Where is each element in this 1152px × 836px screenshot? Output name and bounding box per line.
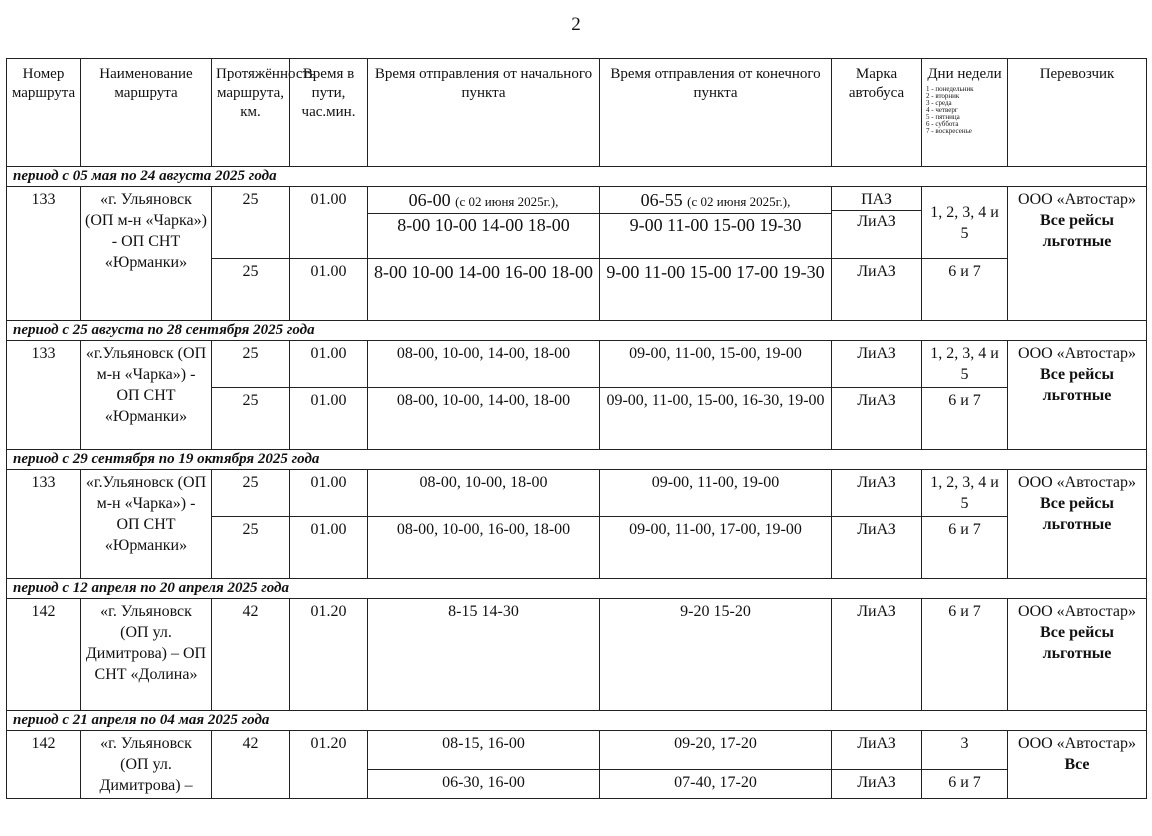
travel-time: 01.00: [290, 187, 368, 259]
table-row: [7, 599, 1147, 711]
carrier-note: Все рейсы льготные: [1040, 212, 1114, 250]
route-length: 25: [212, 341, 290, 388]
week-days: 1, 2, 3, 4 и 5: [922, 470, 1008, 517]
bus-brand: ЛиАЗ: [832, 470, 922, 517]
dep-end: 9-20 15-20: [600, 599, 832, 711]
route-length: 25: [212, 388, 290, 450]
days-legend-item: 7 - воскресенье: [926, 127, 972, 135]
dep-end: [600, 187, 832, 259]
carrier-name: ООО «Автостар»: [1018, 735, 1136, 752]
week-days: 3: [922, 731, 1008, 770]
carrier: [1008, 470, 1147, 579]
dep-end: 09-20, 17-20: [600, 731, 832, 770]
week-days: 6 и 7: [922, 769, 1008, 798]
dep-start: 08-15, 16-00: [368, 731, 600, 770]
header-travel-time: Время в пути, час.мин.: [290, 59, 368, 167]
week-days: 1, 2, 3, 4 и 5: [922, 341, 1008, 388]
bus-brand: ЛиАЗ: [832, 769, 922, 798]
travel-time: 01.20: [290, 599, 368, 711]
dep-start: 08-00, 10-00, 18-00: [368, 470, 600, 517]
travel-time: 01.00: [290, 259, 368, 321]
header-dep-end: Время отправления от конечного пункта: [600, 59, 832, 167]
dep-start-times: 8-00 10-00 14-00 18-00: [368, 213, 599, 237]
travel-time: 01.00: [290, 517, 368, 579]
dep-start: 08-00, 10-00, 14-00, 18-00: [368, 341, 600, 388]
route-no: 142: [7, 599, 81, 711]
route-length: 25: [212, 187, 290, 259]
table-row: [7, 470, 1147, 517]
period-row: [7, 450, 1147, 470]
route-length: 25: [212, 470, 290, 517]
carrier: [1008, 187, 1147, 321]
route-length: 42: [212, 599, 290, 711]
schedule-table: [6, 58, 1147, 799]
bus-brand-2: ЛиАЗ: [832, 210, 921, 232]
header-bus: Марка автобуса: [832, 59, 922, 167]
dep-end-times: 9-00 11-00 15-00 19-30: [600, 213, 831, 237]
table-header-row: [7, 59, 1147, 167]
header-route-no: Номер маршрута: [7, 59, 81, 167]
route-length: 25: [212, 517, 290, 579]
dep-start: 06-30, 16-00: [368, 769, 600, 798]
days-legend-item: 6 - суббота: [926, 120, 959, 128]
period-row: [7, 711, 1147, 731]
header-dep-start: Время отправления от начального пункта: [368, 59, 600, 167]
bus-brand: ЛиАЗ: [832, 259, 922, 321]
period-row: [7, 321, 1147, 341]
route-name: «г.Ульяновск (ОП м-н «Чарка») - ОП СНТ «Юрманки»: [81, 341, 212, 450]
bus-brand: ЛиАЗ: [832, 517, 922, 579]
dep-start: [368, 187, 600, 259]
week-days: 6 и 7: [922, 517, 1008, 579]
bus-brand-1: ПАЗ: [861, 191, 892, 208]
dep-start-time: 06-00: [408, 190, 451, 210]
carrier-note: Все рейсы льготные: [1040, 624, 1114, 662]
dep-end: 07-40, 17-20: [600, 769, 832, 798]
carrier-name: ООО «Автостар»: [1018, 603, 1136, 620]
header-days: [922, 59, 1008, 167]
bus-brand: ЛиАЗ: [832, 599, 922, 711]
carrier-note: Все рейсы льготные: [1040, 366, 1114, 404]
period-label: период с 21 апреля по 04 мая 2025 года: [7, 711, 1147, 731]
week-days: 6 и 7: [922, 599, 1008, 711]
days-legend-item: 3 - среда: [926, 99, 952, 107]
travel-time: 01.00: [290, 388, 368, 450]
route-name: «г. Ульяновск (ОП м-н «Чарка») - ОП СНТ «Юрманки»: [81, 187, 212, 321]
route-no: 133: [7, 470, 81, 579]
route-no: 133: [7, 187, 81, 321]
carrier: [1008, 731, 1147, 799]
table-row: [7, 731, 1147, 770]
days-legend-item: 2 - вторник: [926, 92, 960, 100]
bus-brand: ЛиАЗ: [832, 388, 922, 450]
route-length: 25: [212, 259, 290, 321]
dep-end: 09-00, 11-00, 19-00: [600, 470, 832, 517]
carrier-name: ООО «Автостар»: [1018, 474, 1136, 491]
route-length: 42: [212, 731, 290, 799]
header-route-name: Наименование маршрута: [81, 59, 212, 167]
carrier: [1008, 341, 1147, 450]
header-days-label: Дни недели: [927, 66, 1002, 82]
dep-start: 8-15 14-30: [368, 599, 600, 711]
carrier-note: Все: [1064, 756, 1090, 773]
route-name: «г. Ульяновск (ОП ул. Димитрова) –: [81, 731, 212, 799]
week-days: 1, 2, 3, 4 и 5: [922, 187, 1008, 259]
bus-brand: ЛиАЗ: [832, 341, 922, 388]
period-row: [7, 167, 1147, 187]
dep-end: 09-00, 11-00, 15-00, 19-00: [600, 341, 832, 388]
travel-time: 01.20: [290, 731, 368, 799]
period-label: период с 05 мая по 24 августа 2025 года: [7, 167, 1147, 187]
dep-start: 8-00 10-00 14-00 16-00 18-00: [368, 259, 600, 321]
bus-brand: ЛиАЗ: [832, 731, 922, 770]
days-legend-item: 1 - понедельник: [926, 85, 974, 93]
dep-end: 09-00, 11-00, 17-00, 19-00: [600, 517, 832, 579]
dep-end-time: 06-55: [640, 190, 683, 210]
dep-start: 08-00, 10-00, 16-00, 18-00: [368, 517, 600, 579]
route-no: 133: [7, 341, 81, 450]
week-days: 6 и 7: [922, 388, 1008, 450]
carrier-name: ООО «Автостар»: [1018, 345, 1136, 362]
period-label: период с 12 апреля по 20 апреля 2025 года: [7, 579, 1147, 599]
dep-start-note: (с 02 июня 2025г.),: [455, 194, 559, 209]
table-row: [7, 187, 1147, 259]
dep-start: 08-00, 10-00, 14-00, 18-00: [368, 388, 600, 450]
header-carrier: Перевозчик: [1008, 59, 1147, 167]
route-name: «г. Ульяновск (ОП ул. Димитрова) – ОП СНТ «Долина»: [81, 599, 212, 711]
bus-brand: [832, 187, 922, 259]
carrier-name: ООО «Автостар»: [1018, 191, 1136, 208]
days-legend: [926, 86, 1003, 135]
carrier-note: Все рейсы льготные: [1040, 495, 1114, 533]
header-length: Протяжённость маршрута, км.: [212, 59, 290, 167]
route-no: 142: [7, 731, 81, 799]
week-days: 6 и 7: [922, 259, 1008, 321]
days-legend-item: 5 - пятница: [926, 113, 960, 121]
dep-end: 9-00 11-00 15-00 17-00 19-30: [600, 259, 832, 321]
dep-end: 09-00, 11-00, 15-00, 16-30, 19-00: [600, 388, 832, 450]
travel-time: 01.00: [290, 341, 368, 388]
period-label: период с 25 августа по 28 сентября 2025 года: [7, 321, 1147, 341]
days-legend-item: 4 - четверг: [926, 106, 958, 114]
period-row: [7, 579, 1147, 599]
period-label: период с 29 сентября по 19 октября 2025 года: [7, 450, 1147, 470]
route-name: «г.Ульяновск (ОП м-н «Чарка») - ОП СНТ «Юрманки»: [81, 470, 212, 579]
page-number: 2: [571, 14, 581, 35]
dep-end-note: (с 02 июня 2025г.),: [687, 194, 791, 209]
carrier: [1008, 599, 1147, 711]
table-row: [7, 341, 1147, 388]
travel-time: 01.00: [290, 470, 368, 517]
